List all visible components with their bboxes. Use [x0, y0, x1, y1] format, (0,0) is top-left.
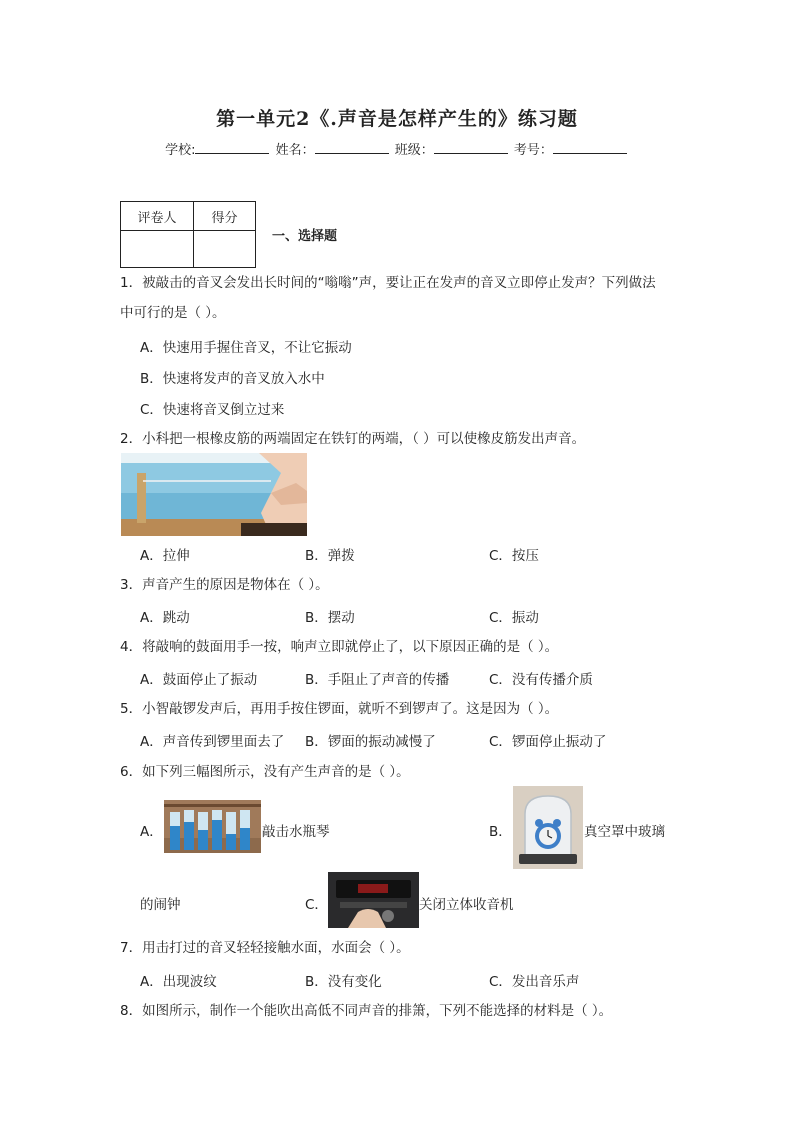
- class-blank[interactable]: [434, 141, 508, 154]
- water-bottle-xylophone-photo[interactable]: [164, 800, 261, 853]
- q3-option-c[interactable]: C．振动: [489, 610, 539, 626]
- grader-header: 评卷人: [121, 202, 194, 231]
- question-7: 7．用击打过的音叉轻轻接触水面，水面会（ ）。: [120, 940, 410, 956]
- q7-option-b[interactable]: B．没有变化: [305, 974, 382, 990]
- q6-option-b-text: 真空罩中玻璃: [584, 824, 665, 840]
- question-1-line1: 1．被敲击的音叉会发出长时间的“嗡嗡”声，要让正在发声的音叉立即停止发声？下列做法: [120, 275, 656, 291]
- q6-option-a-text: 敲击水瓶琴: [262, 824, 330, 840]
- name-blank[interactable]: [315, 141, 389, 154]
- q1-option-c[interactable]: C．快速将音叉倒立过来: [140, 402, 285, 418]
- q6-option-c-text: 关闭立体收音机: [419, 897, 514, 913]
- q5-option-c[interactable]: C．锣面停止振动了: [489, 734, 607, 750]
- q4-option-c[interactable]: C．没有传播介质: [489, 672, 593, 688]
- q6-option-c-letter[interactable]: C．: [305, 897, 328, 913]
- number-label: 考号：: [513, 143, 553, 158]
- q7-option-a[interactable]: A．出现波纹: [140, 974, 217, 990]
- q5-option-a[interactable]: A．声音传到锣里面去了: [140, 734, 285, 750]
- question-8: 8．如图所示，制作一个能吹出高低不同声音的排箫，下列不能选择的材料是（ ）。: [120, 1003, 613, 1019]
- class-label: 班级：: [394, 143, 434, 158]
- grader-cell[interactable]: [121, 231, 194, 268]
- vacuum-jar-clock-photo[interactable]: [513, 786, 583, 869]
- name-label: 姓名：: [275, 143, 315, 158]
- student-info-line: [0, 139, 794, 158]
- q1-option-b[interactable]: B．快速将发声的音叉放入水中: [140, 371, 325, 387]
- number-blank[interactable]: [553, 141, 627, 154]
- q6-option-a-letter[interactable]: A．: [140, 824, 163, 840]
- q5-option-b[interactable]: B．锣面的振动减慢了: [305, 734, 436, 750]
- q2-option-b[interactable]: B．弹拨: [305, 548, 355, 564]
- score-cell[interactable]: [194, 231, 256, 268]
- question-5: 5．小智敲锣发声后，再用手按住锣面，就听不到锣声了。这是因为（ ）。: [120, 701, 559, 717]
- question-3: 3．声音产生的原因是物体在（ ）。: [120, 577, 329, 593]
- question-1-line2: 中可行的是（ ）。: [120, 305, 226, 321]
- q3-option-a[interactable]: A．跳动: [140, 610, 190, 626]
- page-title: 第一单元2《.声音是怎样产生的》练习题: [216, 108, 578, 130]
- school-blank[interactable]: [195, 141, 269, 154]
- question-2: 2．小科把一根橡皮筋的两端固定在铁钉的两端，（ ）可以使橡皮筋发出声音。: [120, 431, 586, 447]
- question-6: 6．如下列三幅图所示，没有产生声音的是（ ）。: [120, 764, 410, 780]
- q1-option-a[interactable]: A．快速用手握住音叉，不让它振动: [140, 340, 352, 356]
- q2-option-a[interactable]: A．拉伸: [140, 548, 190, 564]
- school-label: 学校:: [165, 143, 196, 158]
- q2-option-c[interactable]: C．按压: [489, 548, 539, 564]
- score-table: [120, 201, 256, 268]
- q7-option-c[interactable]: C．发出音乐声: [489, 974, 580, 990]
- q3-option-b[interactable]: B．摆动: [305, 610, 355, 626]
- question-4: 4．将敲响的鼓面用手一按，响声立即就停止了，以下原因正确的是（ ）。: [120, 639, 559, 655]
- car-radio-photo[interactable]: [328, 872, 419, 928]
- q6-option-b-letter[interactable]: B．: [489, 824, 512, 840]
- rubber-band-photo: [121, 453, 307, 536]
- q4-option-a[interactable]: A．鼓面停止了振动: [140, 672, 258, 688]
- q4-option-b[interactable]: B．手阻止了声音的传播: [305, 672, 450, 688]
- q6-option-b-text-cont: 的闹钟: [140, 897, 181, 913]
- section-title: 一、选择题: [272, 229, 338, 244]
- score-header: 得分: [194, 202, 256, 231]
